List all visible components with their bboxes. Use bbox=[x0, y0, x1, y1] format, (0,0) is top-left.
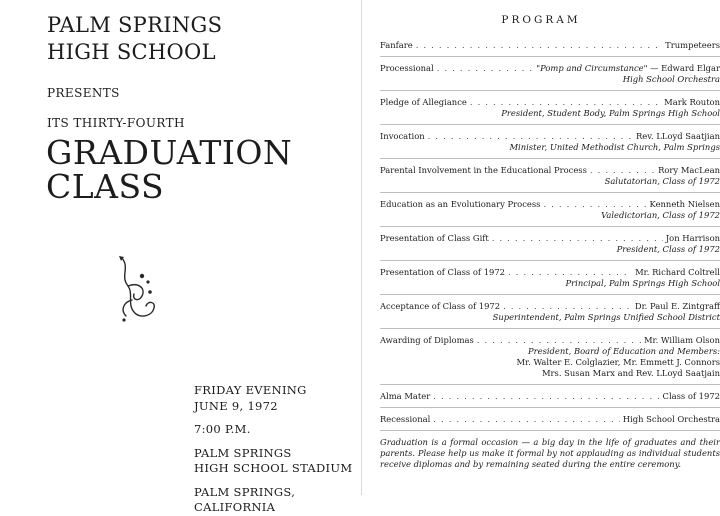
item-role: President, Student Body, Palm Springs High School bbox=[501, 108, 720, 118]
item-label: Recessional bbox=[380, 414, 431, 424]
event-day: FRIDAY EVENING bbox=[194, 383, 307, 397]
program-item-diplomas bbox=[380, 335, 720, 385]
item-performer: Trumpeteers bbox=[665, 40, 720, 50]
item-role: President, Class of 1972 bbox=[616, 244, 720, 254]
item-performer: Kenneth Nielsen bbox=[649, 199, 720, 209]
presents-block bbox=[47, 78, 185, 138]
item-role: Valedictorian, Class of 1972 bbox=[601, 210, 720, 220]
program-item-education bbox=[380, 199, 720, 227]
board-members-line-1: Mr. Walter E. Colglazier, Mr. Emmett J. Connors bbox=[516, 357, 720, 367]
flourish-ornament-icon bbox=[112, 254, 162, 324]
school-line-1: PALM SPRINGS bbox=[47, 13, 223, 37]
item-performer: Mr. Richard Coltrell bbox=[635, 267, 720, 277]
program-item-presentation-class bbox=[380, 267, 720, 295]
item-performer: Jon Harrison bbox=[665, 233, 720, 243]
item-label: Presentation of Class of 1972 bbox=[380, 267, 506, 277]
item-label: Education as an Evolutionary Process bbox=[380, 199, 541, 209]
item-role: Salutatorian, Class of 1972 bbox=[604, 176, 720, 186]
item-performer: High School Orchestra bbox=[622, 414, 720, 424]
item-performer: Mark Routon bbox=[664, 97, 720, 107]
item-label: Presentation of Class Gift bbox=[380, 233, 489, 243]
title-line-1: GRADUATION bbox=[46, 133, 293, 172]
title-line-2: CLASS bbox=[46, 167, 165, 206]
program-item-alma-mater bbox=[380, 391, 720, 408]
item-label: Pledge of Allegiance bbox=[380, 97, 467, 107]
item-performer: Mr. William Olson bbox=[643, 335, 720, 345]
event-time: 7:00 P.M. bbox=[194, 422, 251, 436]
item-performer: — Edward Elgar bbox=[650, 63, 720, 73]
venue-city: PALM SPRINGS, CALIFORNIA bbox=[194, 484, 296, 514]
event-date: JUNE 9, 1972 bbox=[194, 398, 278, 413]
item-label: Acceptance of Class of 1972 bbox=[380, 301, 501, 311]
item-role: President, Board of Education and Members: bbox=[527, 346, 720, 356]
item-label: Awarding of Diplomas bbox=[380, 335, 474, 345]
program-page bbox=[362, 0, 720, 495]
program-item-parental-involvement bbox=[380, 165, 720, 193]
program-item-fanfare bbox=[380, 40, 720, 57]
program-list bbox=[380, 40, 720, 470]
venue-line-2: HIGH SCHOOL STADIUM bbox=[194, 461, 353, 475]
item-role: Minister, United Methodist Church, Palm Springs bbox=[509, 142, 720, 152]
program-item-acceptance bbox=[380, 301, 720, 329]
program-heading: PROGRAM bbox=[501, 14, 581, 26]
item-performer: Class of 1972 bbox=[662, 391, 720, 401]
event-details bbox=[194, 383, 361, 516]
item-label: Parental Involvement in the Educational Process bbox=[380, 165, 587, 175]
item-performer: Rev. LLoyd Saatjian bbox=[636, 131, 720, 141]
ceremony-note: Graduation is a formal occasion — a big day in the life of graduates and their parents. Please help us make it formal by not applauding as individual students receive diplomas and by remaining seated during the entire ceremony. bbox=[380, 437, 720, 469]
item-piece: "Pomp and Circumstance" bbox=[536, 63, 648, 73]
item-label: Invocation bbox=[380, 131, 425, 141]
graduation-title bbox=[46, 133, 293, 206]
item-performer: Rory MacLean bbox=[658, 165, 720, 175]
program-item-class-gift bbox=[380, 233, 720, 261]
item-role: High School Orchestra bbox=[622, 74, 720, 84]
item-label: Processional bbox=[380, 63, 434, 73]
item-label: Alma Mater bbox=[380, 391, 431, 401]
school-name bbox=[47, 12, 222, 66]
presents-text: PRESENTS bbox=[47, 86, 120, 100]
school-line-2: HIGH SCHOOL bbox=[47, 40, 216, 64]
venue-line-1: PALM SPRINGS bbox=[194, 445, 292, 460]
board-members-line-2: Mrs. Susan Marx and Rev. LLoyd Saatjain bbox=[541, 368, 720, 378]
its-text: ITS THIRTY-FOURTH bbox=[47, 116, 185, 130]
item-performer: Dr. Paul E. Zintgraff bbox=[634, 301, 720, 311]
item-role: Superintendent, Palm Springs Unified School District bbox=[492, 312, 720, 322]
item-label: Fanfare bbox=[380, 40, 413, 50]
program-item-processional bbox=[380, 63, 720, 91]
program-item-invocation bbox=[380, 131, 720, 159]
item-role: Principal, Palm Springs High School bbox=[565, 278, 720, 288]
program-item-recessional bbox=[380, 414, 720, 431]
program-item-pledge bbox=[380, 97, 720, 125]
